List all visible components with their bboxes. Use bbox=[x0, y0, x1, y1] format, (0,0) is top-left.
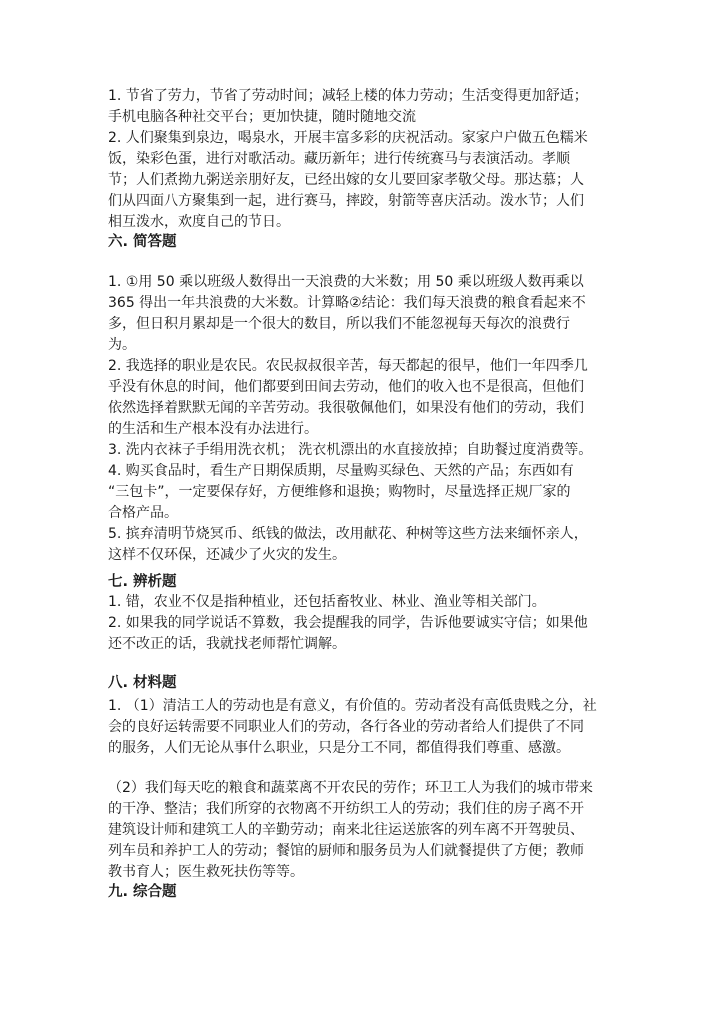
text-line: 的服务，人们无论从事什么职业，只是分工不同，都值得我们尊重、感激。 bbox=[108, 740, 570, 756]
text-line: 这样不仅环保，还减少了火灾的发生。 bbox=[108, 547, 346, 563]
section8-part1 bbox=[108, 696, 618, 759]
text-line: 为。 bbox=[108, 337, 136, 353]
text-line: 依然选择着默默无闻的辛苦劳动。我很敬佩他们，如果没有他们的劳动，我们 bbox=[108, 400, 584, 416]
text-line: 1. （1）清洁工人的劳动也是有意义，有价值的。劳动者没有高低贵贱之分，社 bbox=[108, 698, 597, 714]
text-line: 节；人们煮拗九粥送亲朋好友，已经出嫁的女儿要回家孝敬父母。那达慕；人 bbox=[108, 172, 584, 188]
section8-part2 bbox=[108, 778, 618, 883]
text-line: 饭，染彩色蛋，进行对歌活动。藏历新年；进行传统赛马与表演活动。孝顺 bbox=[108, 151, 570, 167]
text-line: 的生活和生产根本没有办法进行。 bbox=[108, 421, 318, 437]
text-line: 合格产品。 bbox=[108, 505, 178, 521]
section6-answers bbox=[108, 272, 618, 566]
text-line: 2. 人们聚集到泉边，喝泉水，开展丰富多彩的庆祝活动。家家户户做五色糯米 bbox=[108, 130, 588, 146]
text-line: 4. 购买食品时，看生产日期保质期，尽量购买绿色、天然的产品；东西如有 bbox=[108, 463, 574, 479]
text-line: 手机电脑各种社交平台；更加快捷，随时随地交流 bbox=[108, 109, 416, 125]
text-line: 5. 摈弃清明节烧冥币、纸钱的做法，改用献花、种树等这些方法来缅怀亲人， bbox=[108, 526, 588, 542]
section9-heading: 九. 综合题 bbox=[108, 884, 177, 900]
section5-answers bbox=[108, 86, 618, 233]
text-line: 2. 如果我的同学说话不算数，我会提醒我的同学，告诉他要诚实守信；如果他 bbox=[108, 615, 588, 631]
text-line: 1. 节省了劳力，节省了劳动时间；减轻上楼的体力劳动；生活变得更加舒适； bbox=[108, 88, 588, 104]
text-line: 1. 错，农业不仅是指种植业，还包括畜牧业、林业、渔业等相关部门。 bbox=[108, 594, 546, 610]
text-line: 的干净、整洁；我们所穿的衣物离不开纺织工人的劳动；我们住的房子离不开 bbox=[108, 801, 584, 817]
text-line: “三包卡”，一定要保存好，方便维修和退换；购物时，尽量选择正规厂家的 bbox=[108, 484, 571, 500]
text-line: 教书育人；医生救死扶伤等等。 bbox=[108, 864, 304, 880]
text-line: 列车员和养护工人的劳动；餐馆的厨师和服务员为人们就餐提供了方便；教师 bbox=[108, 843, 584, 859]
text-line: 还不改正的话，我就找老师帮忙调解。 bbox=[108, 636, 346, 652]
text-line: （2）我们每天吃的粮食和蔬菜离不开农民的劳作；环卫工人为我们的城市带来 bbox=[108, 780, 593, 796]
text-line: 相互泼水，欢度自己的节日。 bbox=[108, 214, 290, 230]
text-line: 会的良好运转需要不同职业人们的劳动，各行各业的劳动者给人们提供了不同 bbox=[108, 719, 584, 735]
text-line: 365 得出一年共浪费的大米数。计算略②结论：我们每天浪费的粮食看起来不 bbox=[108, 295, 586, 311]
section7-heading: 七. 辨析题 bbox=[108, 574, 177, 590]
text-line: 2. 我选择的职业是农民。农民叔叔很辛苦，每天都起的很早，他们一年四季几 bbox=[108, 358, 588, 374]
text-line: 乎没有休息的时间，他们都要到田间去劳动，他们的收入也不是很高，但他们 bbox=[108, 379, 584, 395]
text-line: 多，但日积月累却是一个很大的数目，所以我们不能忽视每天每次的浪费行 bbox=[108, 316, 570, 332]
text-line: 建筑设计师和建筑工人的辛勤劳动；南来北往运送旅客的列车离不开驾驶员、 bbox=[108, 822, 584, 838]
section6-heading: 六. 简答题 bbox=[108, 234, 177, 250]
text-line: 们从四面八方聚集到一起，进行赛马，摔跤，射箭等喜庆活动。泼水节；人们 bbox=[108, 193, 584, 209]
text-line: 3. 洗内衣袜子手绢用洗衣机； 洗衣机漂出的水直接放掉；自助餐过度消费等。 bbox=[108, 442, 593, 458]
section8-heading: 八. 材料题 bbox=[108, 675, 177, 691]
section7-answers bbox=[108, 592, 618, 655]
text-line: 1. ①用 50 乘以班级人数得出一天浪费的大米数；用 50 乘以班级人数再乘以 bbox=[108, 274, 584, 290]
